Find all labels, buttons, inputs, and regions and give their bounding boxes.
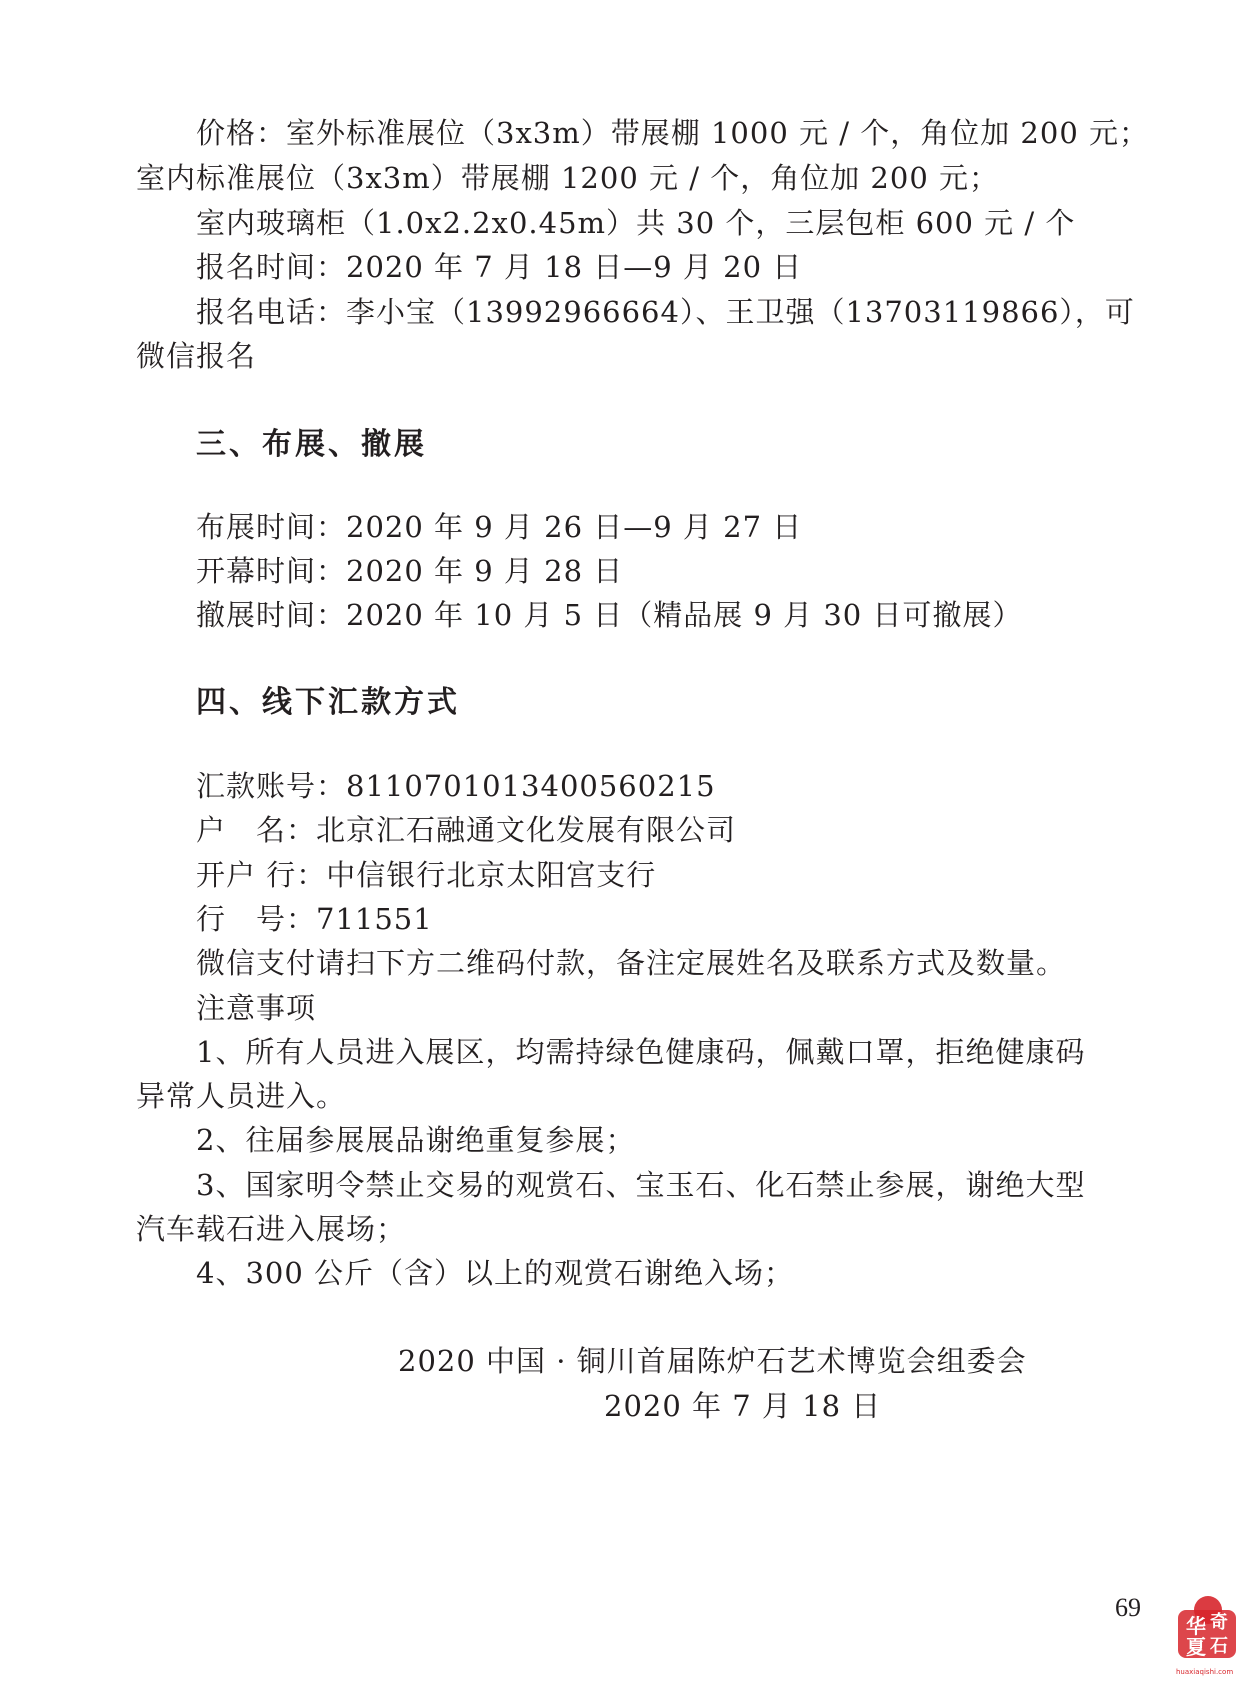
section-setup-heading: 三、布展、撤展: [196, 427, 427, 462]
notice-item-3a: 3、国家明令禁止交易的观赏石、宝玉石、化石禁止参展，谢绝大型: [196, 1168, 1086, 1202]
notice-item-2: 2、往届参展展品谢绝重复参展；: [196, 1123, 636, 1157]
svg-text:奇: 奇: [1210, 1612, 1228, 1633]
notice-item-1b: 异常人员进入。: [136, 1079, 347, 1113]
registration-wechat-line: 微信报名: [136, 339, 257, 373]
teardown-time-line: 撤展时间：2020 年 10 月 5 日（精品展 9 月 30 日可撤展）: [196, 598, 1023, 632]
notice-item-3b: 汽车载石进入展场；: [136, 1212, 407, 1246]
account-name-line: 户 名：北京汇石融通文化发展有限公司: [196, 813, 737, 847]
bank-line: 开户 行：中信银行北京太阳宫支行: [196, 858, 657, 892]
notice-item-4: 4、300 公斤（含）以上的观赏石谢绝入场；: [196, 1256, 795, 1290]
page-number: 69: [1115, 1593, 1141, 1622]
registration-time-line: 报名时间：2020 年 7 月 18 日—9 月 20 日: [196, 250, 803, 284]
price-cabinet-line: 室内玻璃柜（1.0x2.2x0.45m）共 30 个，三层包柜 600 元 / 个: [196, 206, 1076, 240]
opening-time-line: 开幕时间：2020 年 9 月 28 日: [196, 554, 624, 588]
section-payment-heading: 四、线下汇款方式: [196, 685, 460, 720]
svg-text:huaxiaqishi.com: huaxiaqishi.com: [1176, 1668, 1234, 1676]
notice-item-1a: 1、所有人员进入展区，均需持绿色健康码，佩戴口罩，拒绝健康码: [196, 1035, 1086, 1069]
signature-organizer: 2020 中国 · 铜川首届陈炉石艺术博览会组委会: [398, 1344, 1027, 1378]
notice-title: 注意事项: [196, 991, 317, 1025]
watermark-logo: [1172, 1588, 1238, 1680]
svg-text:夏: 夏: [1186, 1635, 1206, 1659]
wechat-pay-line: 微信支付请扫下方二维码付款，备注定展姓名及联系方式及数量。: [196, 946, 1067, 980]
svg-text:华: 华: [1186, 1614, 1206, 1638]
signature-date: 2020 年 7 月 18 日: [604, 1389, 882, 1423]
account-number-line: 汇款账号：8110701013400560215: [196, 769, 716, 803]
price-outdoor-line: 价格：室外标准展位（3x3m）带展棚 1000 元 / 个，角位加 200 元；: [196, 116, 1149, 150]
registration-phone-line: 报名电话：李小宝（13992966664）、王卫强（13703119866），可: [196, 295, 1135, 329]
price-indoor-line: 室内标准展位（3x3m）带展棚 1200 元 / 个，角位加 200 元；: [136, 161, 999, 195]
bank-number-line: 行 号：711551: [196, 902, 433, 936]
svg-text:石: 石: [1210, 1636, 1228, 1657]
setup-time-line: 布展时间：2020 年 9 月 26 日—9 月 27 日: [196, 510, 803, 544]
